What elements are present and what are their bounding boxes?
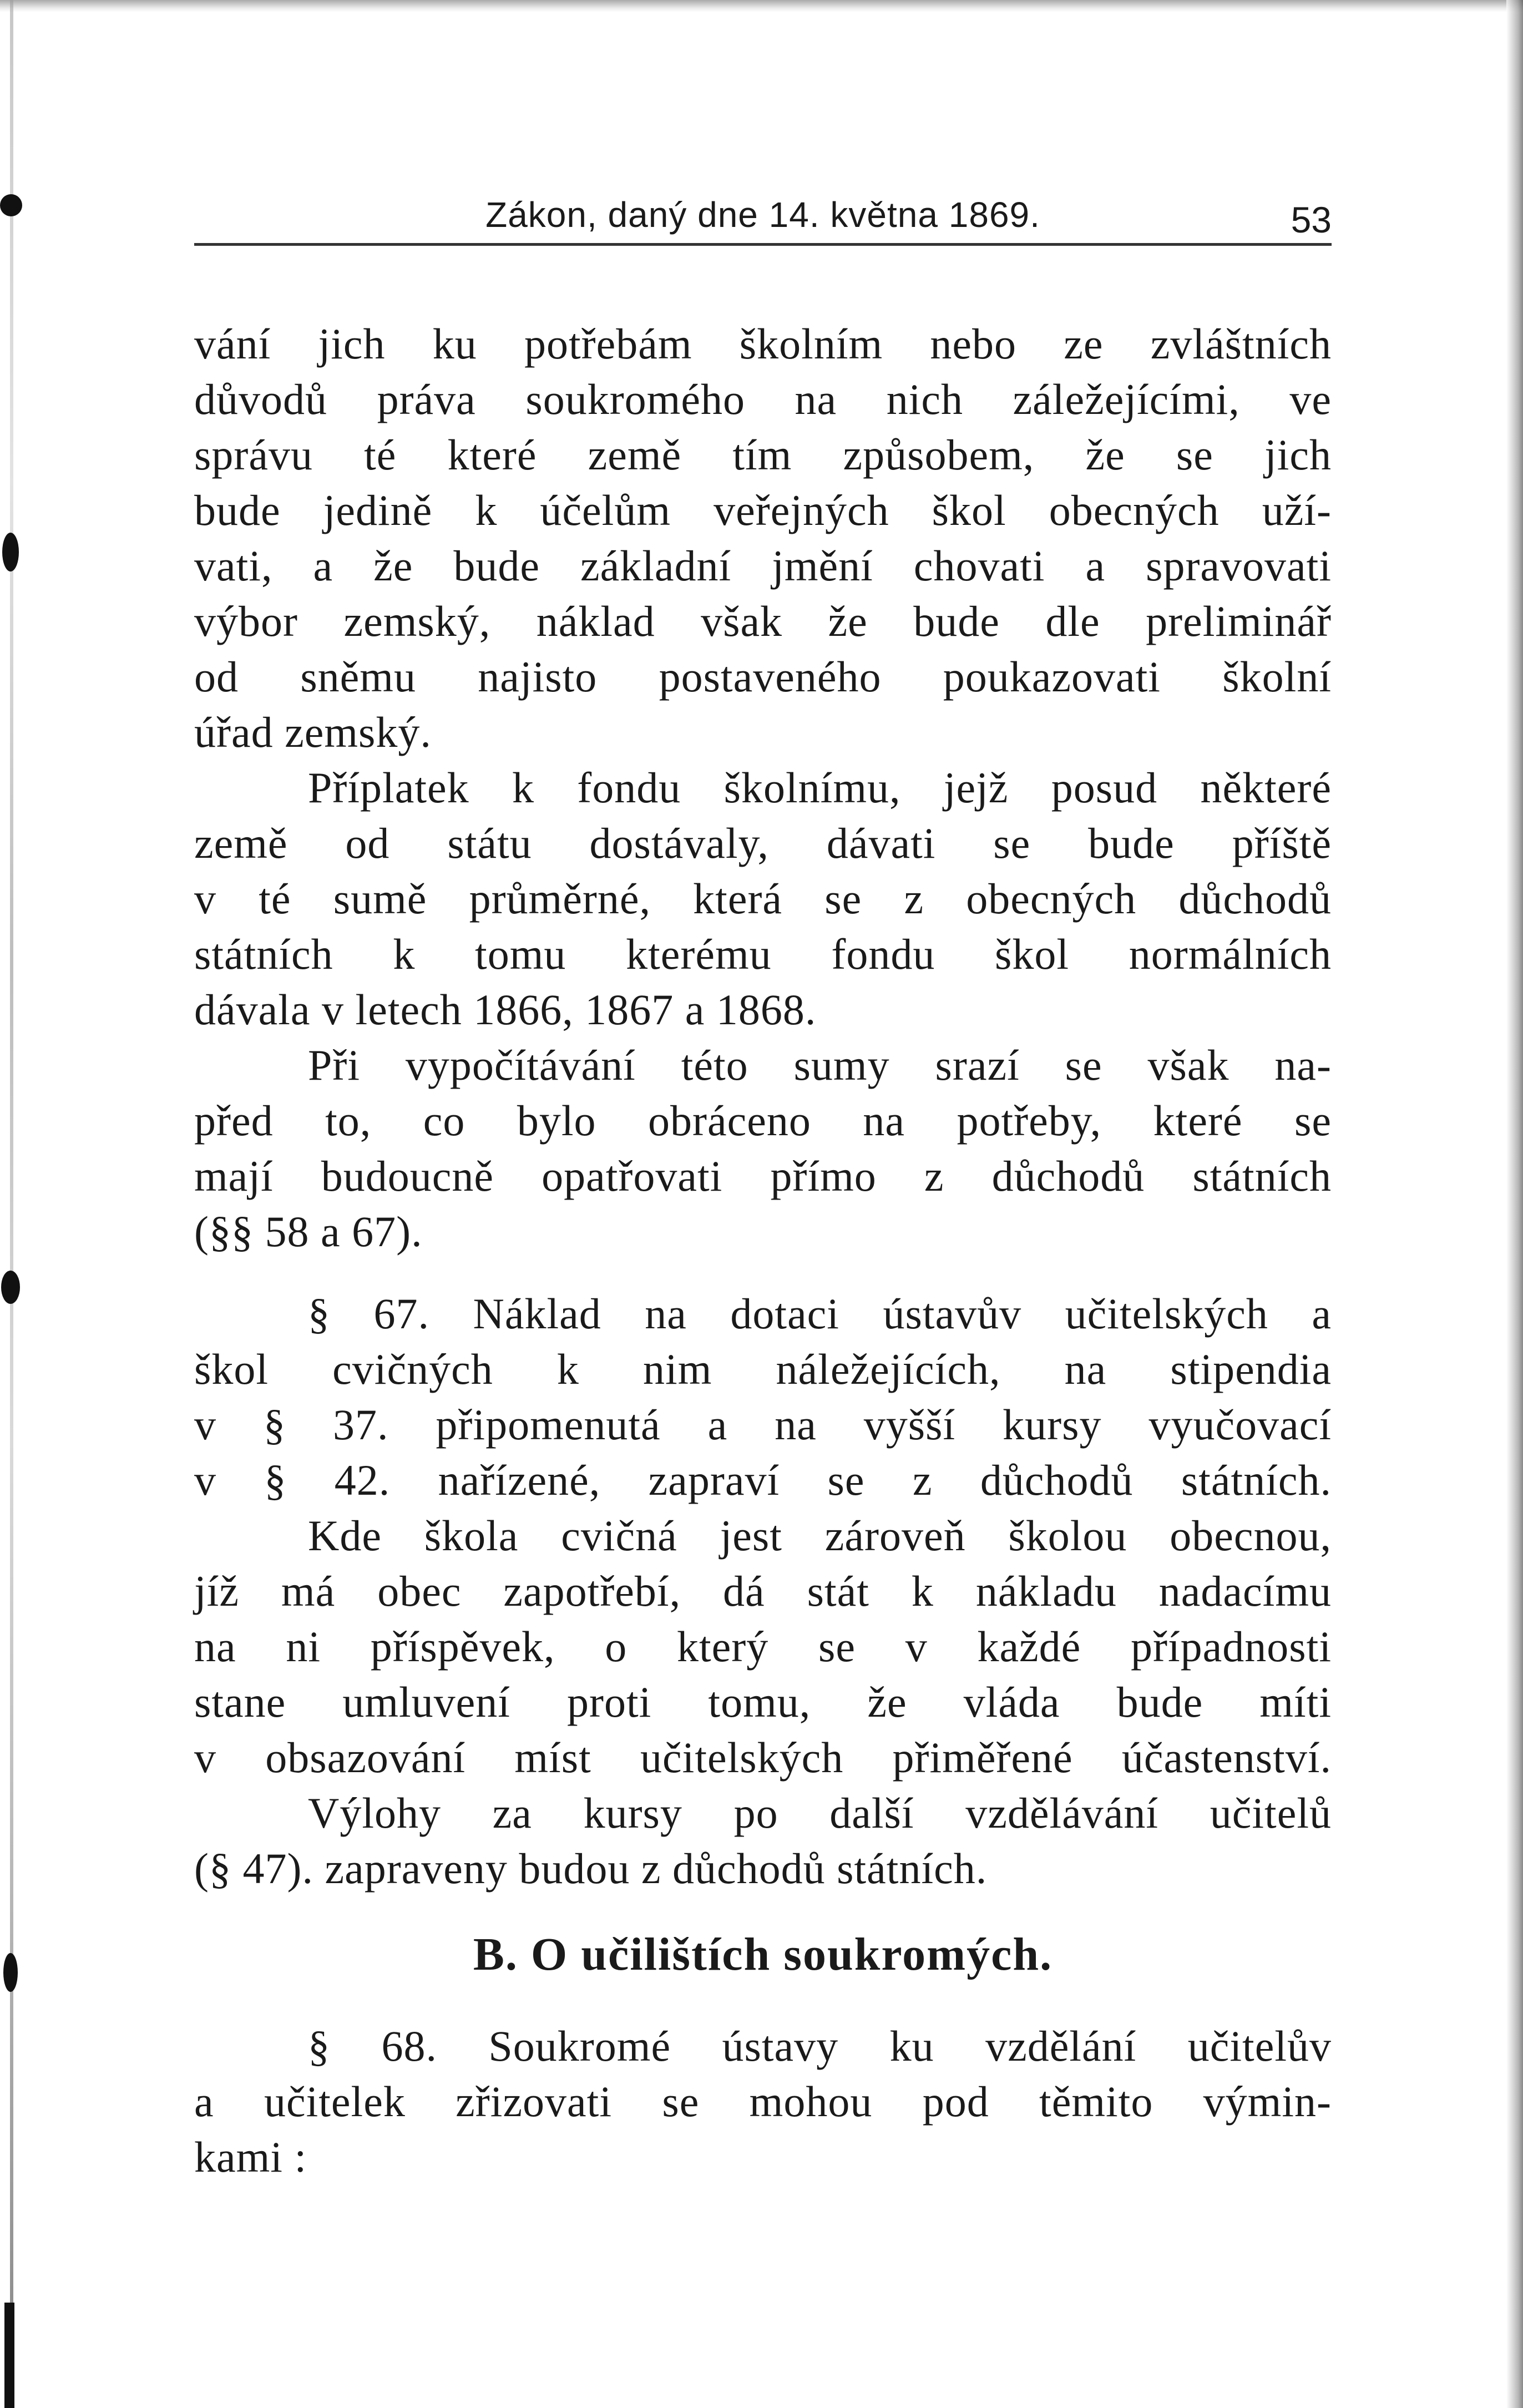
page-body [194, 316, 1332, 2185]
text-line: vání jich ku potřebám školním nebo ze zvláštních [194, 320, 1332, 368]
scan-top-edge [0, 0, 1523, 12]
header-rule [194, 243, 1332, 246]
text-line: (§ 47). zapraveny budou z důchodů státních. [194, 1844, 988, 1893]
text-line: (§§ 58 a 67). [194, 1207, 423, 1256]
scan-mark [2, 533, 19, 571]
text-line: kami : [194, 2133, 307, 2181]
text-line: stane umluvení proti tomu, že vláda bude míti [194, 1678, 1332, 1726]
scan-mark [4, 2303, 14, 2408]
text-line: správu té které země tím způsobem, že se jich [194, 431, 1332, 479]
text-line: Výlohy za kursy po další vzdělávání učitelů [308, 1789, 1332, 1837]
running-head [194, 178, 1332, 239]
text-line: v té sumě průměrné, která se z obecných důchodů [194, 874, 1332, 923]
text-line: Příplatek k fondu školnímu, jejž posud některé [308, 763, 1332, 812]
scan-right-edge [1506, 0, 1523, 2408]
section-heading: B. O učilištích soukromých. [473, 1929, 1053, 1980]
text-line: škol cvičných k nim náležejících, na stipendia [194, 1345, 1332, 1393]
scan-mark [0, 194, 22, 216]
text-line: § 67. Náklad na dotaci ústavův učitelských a [308, 1289, 1332, 1338]
text-line: v § 37. připomenutá a na vyšší kursy vyučovací [194, 1400, 1332, 1449]
text-line: Kde škola cvičná jest zároveň školou obecnou, [308, 1511, 1332, 1560]
text-line: § 68. Soukromé ústavy ku vzdělání učitelův [308, 2022, 1332, 2070]
text-line: v obsazování míst učitelských přiměřené účastenství. [194, 1733, 1332, 1782]
text-line: a učitelek zřizovati se mohou pod těmito výmin- [194, 2077, 1332, 2126]
text-line: důvodů práva soukromého na nich záležejícími, ve [194, 375, 1332, 423]
text-line: v § 42. nařízené, zapraví se z důchodů státních. [194, 1456, 1332, 1504]
text-line: výbor zemský, náklad však že bude dle preliminář [194, 597, 1332, 645]
text-line: státních k tomu kterému fondu škol normálních [194, 930, 1332, 978]
text-line: Při vypočítávání této sumy srazí se však na- [308, 1041, 1332, 1089]
text-line: dávala v letech 1866, 1867 a 1868. [194, 985, 817, 1034]
page-number: 53 [1291, 199, 1332, 240]
text-line: na ni příspěvek, o který se v každé případnosti [194, 1622, 1332, 1671]
scan-left-edge [10, 0, 13, 2408]
text-line: vati, a že bude základní jmění chovati a spravovati [194, 542, 1332, 590]
text-line: od sněmu najisto postaveného poukazovati školní [194, 652, 1332, 701]
scan-mark [3, 1953, 18, 1992]
scan-mark [1, 1271, 20, 1304]
text-line: země od státu dostávaly, dávati se bude příště [194, 819, 1332, 867]
text-line: úřad zemský. [194, 708, 432, 756]
paragraph-gap [194, 1259, 1332, 1286]
running-title: Zákon, daný dne 14. května 1869. [485, 195, 1040, 235]
text-line: před to, co bylo obráceno na potřeby, které se [194, 1096, 1332, 1145]
text-line: mají budoucně opatřovati přímo z důchodů státních [194, 1152, 1332, 1200]
text-line: bude jedině k účelům veřejných škol obecných uží- [194, 486, 1332, 534]
text-line: jíž má obec zapotřebí, dá stát k nákladu nadacímu [194, 1567, 1332, 1615]
